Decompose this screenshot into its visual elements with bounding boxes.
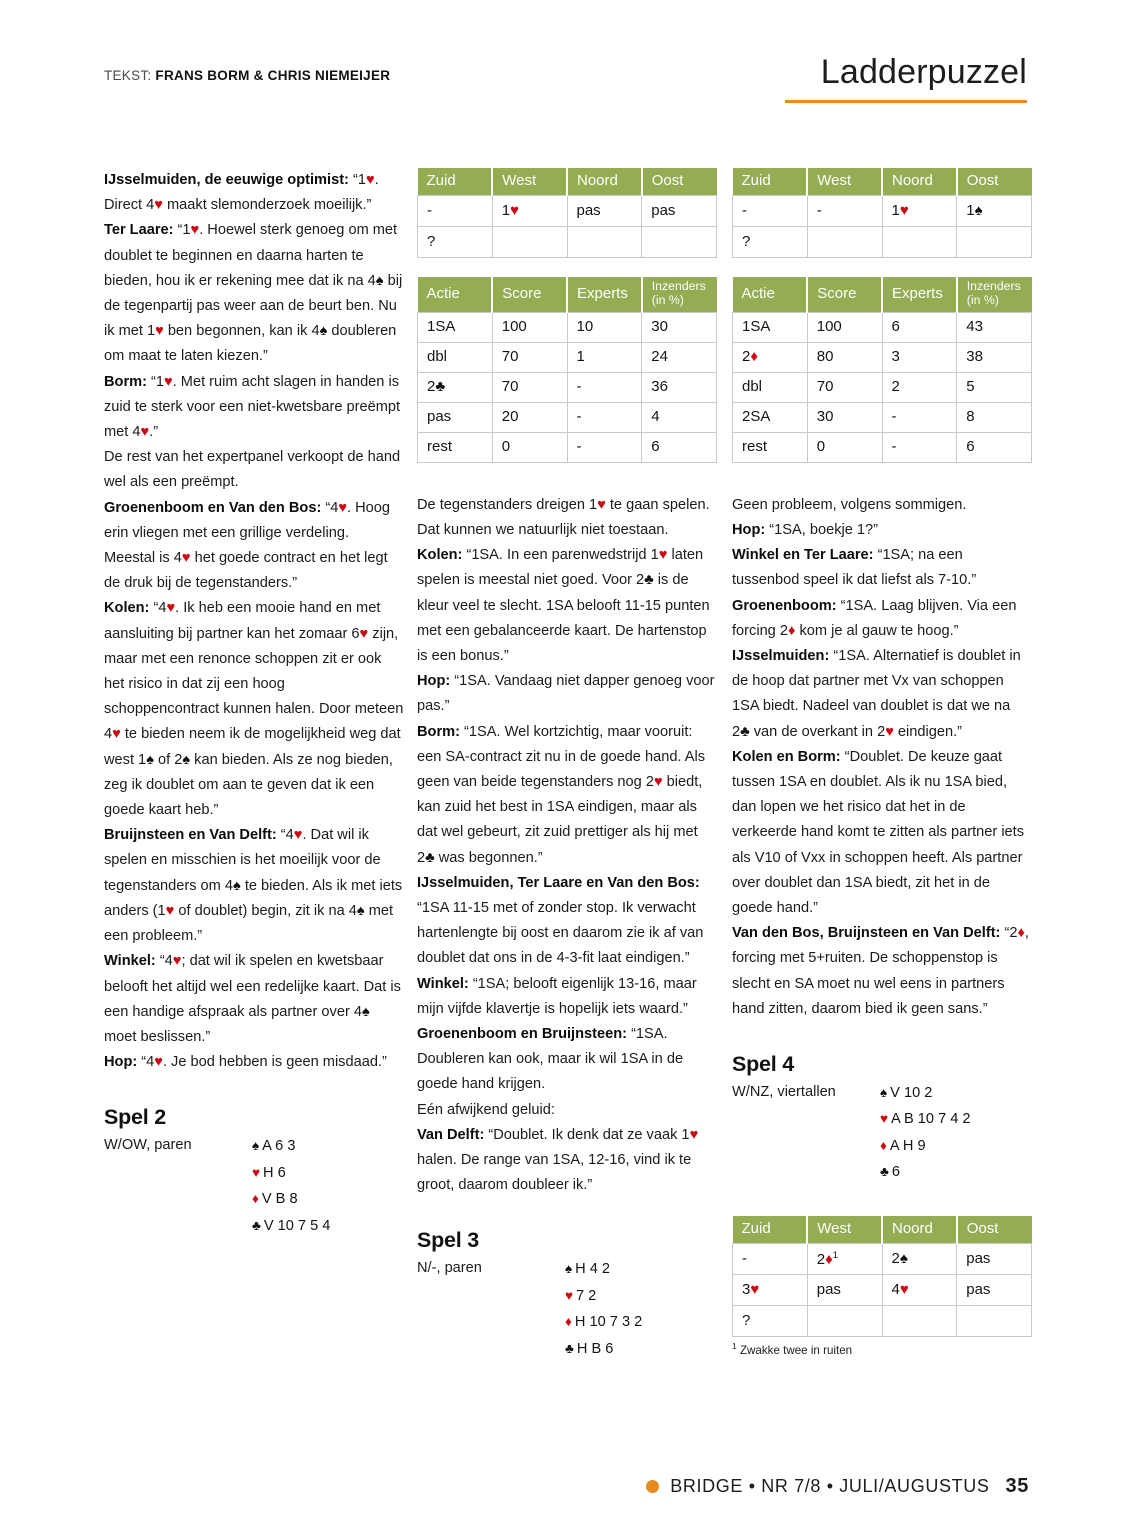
bid-cell: pas [807, 1275, 882, 1306]
paragraph-text: “1♥. Hoewel sterk genoeg om met doublet te beginnen en daarna harten te bieden, hou ik er rekening mee dat ik na 4♠ bij de tegenpartij pas weer aan de beurt ben. Nu ik met 1♥ ben begonnen, kan ik 4♠ doubleren om maat te laten kiezen.” [104, 222, 403, 365]
table-row [418, 432, 717, 462]
inzenders-cell: 24 [642, 342, 717, 372]
paragraph [417, 669, 717, 719]
hand-cards: H 10 7 3 2 [574, 1314, 643, 1331]
paragraph [104, 496, 404, 597]
bid-cell: 3♥ [733, 1275, 808, 1306]
bid-cell: - [733, 1244, 808, 1275]
spade-icon: ♠ [565, 1261, 573, 1277]
bid-cell [807, 1306, 882, 1337]
footnote-text: Zwakke twee in ruiten [739, 1344, 853, 1358]
paragraph [417, 1098, 717, 1123]
score-cell: 30 [807, 402, 882, 432]
deal-block-spel2 [104, 1105, 404, 1239]
bid-cell [807, 227, 882, 258]
paragraph-text: “1♥. Met ruim acht slagen in handen is zuid te sterk voor een niet-kwetsbare preëmpt met 4♥.” [104, 373, 401, 441]
col-inzenders [642, 277, 717, 312]
score-cell: 100 [492, 312, 567, 342]
table-row [733, 342, 1032, 372]
paragraph-text: “4♥. Hoog erin vliegen met een grillige verdeling. Meestal is 4♥ het goede contract en het legt de druk bij de tegenstanders.” [104, 499, 391, 592]
col-experts: Experts [882, 277, 957, 312]
experts-cell: 2 [882, 372, 957, 402]
deal-heading: Spel 4 [732, 1051, 795, 1076]
speaker-name: Hop: [732, 521, 766, 538]
col-noord: Noord [882, 168, 957, 196]
club-icon: ♣ [880, 1164, 889, 1180]
hand-cards: 6 [891, 1164, 900, 1181]
deal-hand [880, 1080, 971, 1186]
col-noord: Noord [882, 1216, 957, 1244]
speaker-name: Van den Bos, Bruijnsteen en Van Delft: [732, 925, 1001, 942]
deal-meta: W/OW, paren [104, 1137, 192, 1154]
action-cell: 1SA [733, 312, 808, 342]
score-cell: 100 [807, 312, 882, 342]
score-cell: 70 [492, 342, 567, 372]
bid-cell [492, 227, 567, 258]
speaker-name: Groenenboom en Van den Bos: [104, 499, 322, 516]
footnote-marker: 1 [832, 1249, 839, 1261]
table-row [733, 196, 1032, 227]
speaker-name: Kolen: [104, 600, 150, 617]
table-row [733, 432, 1032, 462]
paragraph [732, 594, 1032, 644]
bid-cell: ? [733, 227, 808, 258]
hand-line [252, 1160, 330, 1187]
col-west: West [807, 168, 882, 196]
score-cell: 0 [807, 432, 882, 462]
table-row [418, 312, 717, 342]
speaker-name: Winkel en Ter Laare: [732, 547, 874, 564]
paragraph-text: “1SA. In een parenwedstrijd 1♥ laten spelen is meestal niet goed. Voor 2♣ is de kleur veel te slecht. 1SA belooft 11-15 punten met een gebalanceerde kaart. De hartenstop is een bonus.” [417, 547, 710, 664]
bid-cell: - [418, 196, 493, 227]
col-score: Score [807, 277, 882, 312]
hand-line [565, 1336, 642, 1363]
column-middle [417, 168, 717, 1362]
deal-block-spel4 [732, 1052, 1032, 1186]
hand-line [252, 1213, 330, 1240]
col-west: West [492, 168, 567, 196]
inzenders-cell: 5 [957, 372, 1032, 402]
speaker-name: Winkel: [417, 975, 469, 992]
bid-cell: 2♦$^1$ [807, 1244, 882, 1275]
experts-cell: 6 [882, 312, 957, 342]
col-experts: Experts [567, 277, 642, 312]
bid-cell: pas [567, 196, 642, 227]
hand-line [880, 1106, 971, 1133]
action-cell: 2♦ [733, 342, 808, 372]
paragraph-text: “1SA; belooft eigenlijk 13-16, maar mijn vijfde klavertje is hopelijk iets waard.” [417, 975, 697, 1017]
inzenders-cell: 6 [642, 432, 717, 462]
heart-icon: ♥ [565, 1287, 574, 1303]
speaker-name: Kolen: [417, 547, 463, 564]
col-oost: Oost [957, 168, 1032, 196]
score-table-spel2 [417, 277, 717, 463]
speaker-name: IJsselmuiden: [732, 647, 830, 664]
score-cell: 0 [492, 432, 567, 462]
bid-cell [957, 227, 1032, 258]
paragraph-text: “1SA, boekje 1?” [765, 521, 878, 538]
table-row [733, 1275, 1032, 1306]
commentary-block-2 [417, 493, 717, 1199]
diamond-icon: ♦ [565, 1314, 572, 1330]
speaker-name: Winkel: [104, 953, 156, 970]
club-icon: ♣ [565, 1340, 574, 1356]
spade-icon: ♠ [880, 1084, 888, 1100]
hand-cards: H 6 [263, 1164, 286, 1181]
speaker-name: Borm: [104, 373, 147, 390]
hand-cards: V 10 7 5 4 [263, 1217, 331, 1234]
hand-line [880, 1080, 971, 1107]
paragraph [732, 543, 1032, 593]
paragraph [417, 493, 717, 543]
score-cell: 70 [492, 372, 567, 402]
bullet-dot-icon [646, 1480, 659, 1493]
table-row [733, 372, 1032, 402]
bidding-table-spel4 [732, 1216, 1032, 1337]
commentary-block-3 [732, 493, 1032, 1022]
inzenders-cell: 36 [642, 372, 717, 402]
bid-cell: 1♥ [882, 196, 957, 227]
inzenders-line1: Inzenders [966, 279, 1021, 294]
paragraph-text: “1SA. Wel kortzichtig, maar vooruit: een SA-contract zit nu in de goede hand. Als geen van beide tegenstanders nog 2♥ biedt, kan zuid het best in 1SA eindigen, maar als dat wel gebeurt, zit zuid prettiger als hij met 2♣ was begonnen.” [417, 723, 706, 866]
speaker-name: Van Delft: [417, 1126, 485, 1143]
speaker-name: Groenenboom en Bruijnsteen: [417, 1025, 628, 1042]
col-zuid: Zuid [733, 1216, 808, 1244]
speaker-name: IJsselmuiden, Ter Laare en Van den Bos: [417, 874, 700, 891]
table-header-row [733, 1216, 1032, 1244]
experts-cell: 1 [567, 342, 642, 372]
table-row [733, 402, 1032, 432]
table-row [418, 196, 717, 227]
deal-meta: W/NZ, viertallen [732, 1083, 836, 1100]
inzenders-cell: 38 [957, 342, 1032, 372]
heart-icon: ♥ [880, 1111, 889, 1127]
bid-cell: ? [733, 1306, 808, 1337]
bid-cell [957, 1306, 1032, 1337]
footer-text: BRIDGE • NR 7/8 • JULI/AUGUSTUS [670, 1476, 990, 1496]
table-header-row [733, 168, 1032, 196]
speaker-name: Groenenboom: [732, 597, 837, 614]
bid-cell: 1♥ [492, 196, 567, 227]
score-cell: 70 [807, 372, 882, 402]
table-row [733, 1306, 1032, 1337]
paragraph-text: “Doublet. De keuze gaat tussen 1SA en doublet. Als ik nu 1SA bied, dan lopen we het risico dat het in de verkeerde hand komt te zitten als partner iets als V10 of Vxx in schoppen heeft. Als partner over doublet dan 1SA biedt, zit het in de goede hand.” [732, 748, 1025, 916]
paragraph [417, 720, 717, 871]
col-oost: Oost [957, 1216, 1032, 1244]
inzenders-line1: Inzenders [651, 279, 706, 294]
heart-icon: ♥ [252, 1164, 261, 1180]
paragraph-text: De tegenstanders dreigen 1♥ te gaan spelen. Dat kunnen we natuurlijk niet toestaan. [417, 496, 710, 538]
hand-cards: H 4 2 [575, 1261, 611, 1278]
experts-cell: 3 [882, 342, 957, 372]
paragraph [417, 1022, 717, 1098]
action-cell: pas [418, 402, 493, 432]
paragraph [417, 543, 717, 669]
bid-cell: pas [642, 196, 717, 227]
footnote-marker: 1 [732, 1341, 737, 1352]
hand-cards: V B 8 [261, 1191, 298, 1208]
column-left [104, 168, 404, 1239]
col-oost: Oost [642, 168, 717, 196]
column-right [732, 168, 1032, 1357]
speaker-name: Kolen en Borm: [732, 748, 841, 765]
col-inzenders [957, 277, 1032, 312]
bidding-table-spel3 [732, 168, 1032, 258]
score-cell: 20 [492, 402, 567, 432]
col-score: Score [492, 277, 567, 312]
speaker-name: IJsselmuiden, de eeuwige optimist: [104, 172, 349, 188]
credit-label: TEKST: [104, 68, 152, 83]
paragraph [732, 745, 1032, 921]
table-row [418, 227, 717, 258]
table-header-row [733, 277, 1032, 312]
speaker-name: Hop: [104, 1054, 138, 1071]
score-cell: 80 [807, 342, 882, 372]
paragraph-text: “1SA. Doubleren kan ook, maar ik wil 1SA in de goede hand krijgen. [417, 1025, 684, 1093]
bid-cell [882, 1306, 957, 1337]
deal-hand [252, 1133, 330, 1239]
bid-cell [882, 227, 957, 258]
hand-line [565, 1309, 642, 1336]
inzenders-cell: 43 [957, 312, 1032, 342]
table-row [733, 1244, 1032, 1275]
diamond-icon: ♦ [252, 1191, 259, 1207]
paragraph [732, 644, 1032, 745]
speaker-name: Bruijnsteen en Van Delft: [104, 827, 277, 844]
inzenders-cell: 8 [957, 402, 1032, 432]
paragraph-text: “1SA. Vandaag niet dapper genoeg voor pas.” [417, 673, 715, 715]
paragraph-text: “1♥. Direct 4♥ maakt slemonderzoek moeilijk.” [104, 172, 379, 214]
bid-cell: pas [957, 1244, 1032, 1275]
hand-line [880, 1133, 971, 1160]
action-cell: 1SA [418, 312, 493, 342]
page-title: Ladderpuzzel [820, 53, 1027, 91]
article-credit [104, 68, 390, 83]
inzenders-line2: (in %) [651, 292, 684, 307]
paragraph [104, 218, 404, 369]
paragraph [104, 370, 404, 446]
action-cell: 2SA [733, 402, 808, 432]
credit-names: FRANS BORM & CHRIS NIEMEIJER [155, 68, 391, 83]
paragraph [104, 949, 404, 1050]
bid-cell [642, 227, 717, 258]
inzenders-line2: (in %) [966, 292, 999, 307]
paragraph [732, 518, 1032, 543]
table-row [418, 402, 717, 432]
paragraph [417, 1123, 717, 1199]
col-zuid: Zuid [733, 168, 808, 196]
deal-hand [565, 1256, 642, 1362]
bid-cell [567, 227, 642, 258]
paragraph [417, 871, 717, 972]
paragraph-text: “4♥; dat wil ik spelen en kwetsbaar belooft het altijd wel een redelijke kaart. Dat is een handige afspraak als partner over 4♠ moet beslissen.” [104, 953, 401, 1045]
action-cell: dbl [733, 372, 808, 402]
hand-cards: V 10 2 [890, 1084, 933, 1101]
table-row [418, 372, 717, 402]
inzenders-cell: 6 [957, 432, 1032, 462]
table-row [733, 227, 1032, 258]
paragraph [104, 1050, 404, 1075]
bid-cell: - [733, 196, 808, 227]
paragraph [104, 445, 404, 495]
paragraph-text: De rest van het expertpanel verkoopt de hand wel als een preëmpt. [104, 449, 401, 491]
hand-line [880, 1159, 971, 1186]
hand-line [565, 1256, 642, 1283]
speaker-name: Hop: [417, 673, 451, 690]
hand-line [252, 1133, 330, 1160]
paragraph-text: “1SA. Laag blijven. Via een forcing 2♦ kom je al gauw te hoog.” [732, 597, 1017, 639]
paragraph-text: “4♥. Je bod hebben is geen misdaad.” [137, 1054, 387, 1071]
hand-cards: A B 10 7 4 2 [891, 1111, 971, 1128]
col-west: West [807, 1216, 882, 1244]
paragraph-text: “2♦, forcing met 5+ruiten. De schoppenstop is slecht en SA moet nu wel eens in partners hand zitten, daarom bied ik geen sans.” [732, 925, 1029, 1017]
hand-cards: H B 6 [576, 1340, 614, 1357]
bid-cell: ? [418, 227, 493, 258]
experts-cell: 10 [567, 312, 642, 342]
page-number: 35 [1005, 1475, 1029, 1497]
table-header-row [418, 168, 717, 196]
bid-cell: 2♠ [882, 1244, 957, 1275]
col-actie: Actie [733, 277, 808, 312]
bid-cell: 1♠ [957, 196, 1032, 227]
bid-cell: pas [957, 1275, 1032, 1306]
table-footnote [732, 1341, 1032, 1357]
bidding-table-spel2 [417, 168, 717, 258]
paragraph [417, 972, 717, 1022]
title-rule [785, 100, 1027, 103]
hand-cards: A H 9 [889, 1137, 926, 1154]
paragraph [104, 168, 404, 218]
deal-heading: Spel 2 [104, 1105, 167, 1130]
club-icon: ♣ [252, 1217, 261, 1233]
col-zuid: Zuid [418, 168, 493, 196]
paragraph-text: “4♥. Ik heb een mooie hand en met aansluiting bij partner kan het zomaar 6♥ zijn, maar met een renonce schoppen zit er ook het risico in dat zij een hoog schoppencontract kunnen halen. Door meteen 4♥ te bieden neem ik de mogelijkheid weg dat west 1♠ of 2♠ kan bieden. Als ze nog bieden, zeg ik doublet om aan te geven dat ik een goede kaart heb.” [104, 600, 404, 819]
experts-cell: - [882, 432, 957, 462]
action-cell: 2♣ [418, 372, 493, 402]
commentary-block-1 [104, 168, 404, 1075]
experts-cell: - [567, 432, 642, 462]
paragraph [104, 596, 404, 823]
hand-line [252, 1186, 330, 1213]
paragraph [732, 493, 1032, 518]
deal-heading: Spel 3 [417, 1228, 480, 1253]
paragraph-text: “4♥. Dat wil ik spelen en misschien is het moeilijk voor de tegenstanders om 4♠ te bieden. Als ik met iets anders (1♥ of doublet) begin, zit ik na 4♠ met een probleem.” [104, 827, 403, 945]
action-cell: dbl [418, 342, 493, 372]
hand-cards: 7 2 [576, 1287, 597, 1304]
action-cell: rest [733, 432, 808, 462]
diamond-icon: ♦ [880, 1137, 887, 1153]
col-actie: Actie [418, 277, 493, 312]
hand-line [565, 1283, 642, 1310]
spade-icon: ♠ [252, 1138, 260, 1154]
deal-meta: N/-, paren [417, 1260, 482, 1277]
deal-block-spel3 [417, 1228, 717, 1362]
speaker-name: Ter Laare: [104, 222, 174, 239]
score-table-spel3 [732, 277, 1032, 463]
experts-cell: - [567, 372, 642, 402]
table-header-row [418, 277, 717, 312]
action-cell: rest [418, 432, 493, 462]
experts-cell: - [882, 402, 957, 432]
col-noord: Noord [567, 168, 642, 196]
paragraph-text: “Doublet. Ik denk dat ze vaak 1♥ halen. De range van 1SA, 12-16, vind ik te groot, daarom doubleer ik.” [417, 1126, 699, 1194]
page-footer [646, 1475, 1029, 1498]
bid-cell: - [807, 196, 882, 227]
paragraph-text: Geen probleem, volgens sommigen. [732, 496, 967, 513]
paragraph [732, 921, 1032, 1022]
paragraph-text: “1SA; na een tussenbod speel ik dat liefst als 7-10.” [732, 547, 977, 589]
hand-cards: A 6 3 [262, 1138, 296, 1155]
inzenders-cell: 4 [642, 402, 717, 432]
bid-cell: 4♥ [882, 1275, 957, 1306]
inzenders-cell: 30 [642, 312, 717, 342]
paragraph-text: Eén afwijkend geluid: [417, 1101, 555, 1118]
paragraph-text: “1SA. Alternatief is doublet in de hoop dat partner met Vx van schoppen 1SA biedt. Nadeel van doublet is dat we na 2♣ van de overkant in 2♥ eindigen.” [732, 647, 1021, 740]
experts-cell: - [567, 402, 642, 432]
speaker-name: Borm: [417, 723, 460, 740]
paragraph-text: “1SA 11-15 met of zonder stop. Ik verwacht hartenlengte bij oost en daarom zie ik af van doublet dat ons in de 4-3-fit laat eindigen.” [417, 899, 704, 967]
table-row [733, 312, 1032, 342]
table-row [418, 342, 717, 372]
paragraph [104, 823, 404, 949]
